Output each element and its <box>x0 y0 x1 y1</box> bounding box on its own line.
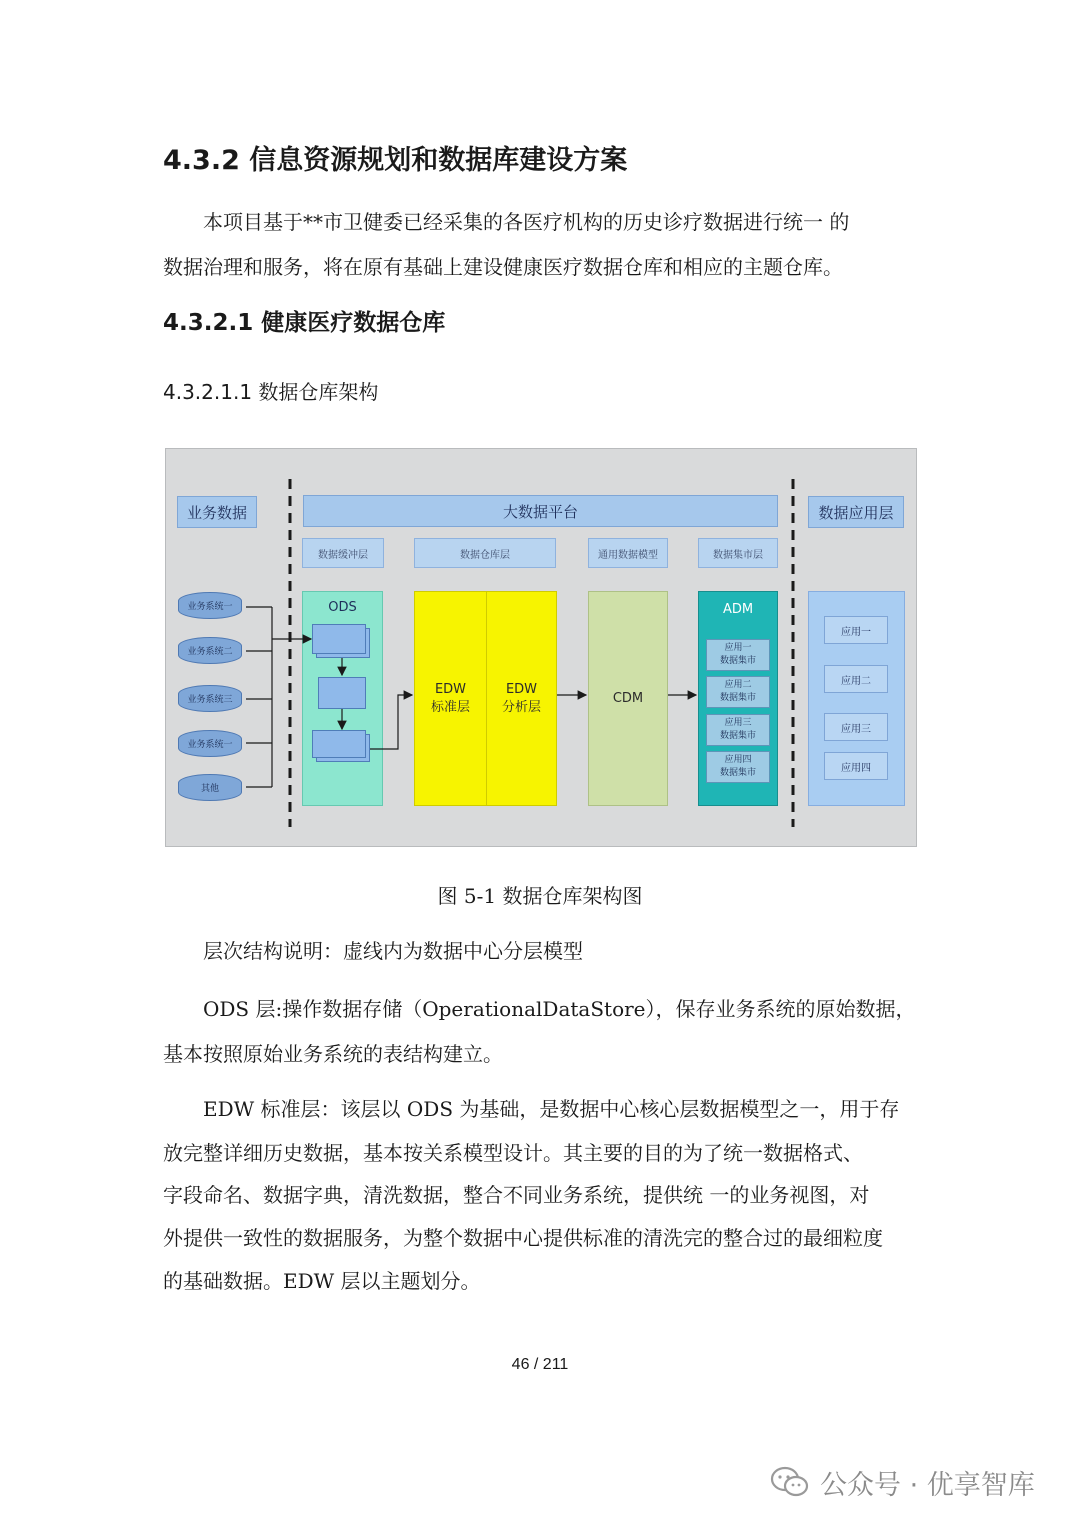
source-system-4: 业务系统一 <box>178 730 242 757</box>
subsection-title: 4.3.2.1 健康医疗数据仓库 <box>163 310 446 336</box>
edw-desc-line-1: EDW 标准层：该层以 ODS 为基础，是数据中心核心层数据模型之一，用于存 <box>203 1097 900 1121</box>
sublayer-common-model: 通用数据模型 <box>588 538 668 568</box>
subsubsection-title: 4.3.2.1.1 数据仓库架构 <box>163 380 379 404</box>
edw-desc-line-3: 字段命名、数据字典，清洗数据，整合不同业务系统，提供统 一的业务视图，对 <box>163 1183 870 1207</box>
source-system-1: 业务系统一 <box>178 592 242 619</box>
sublayer-warehouse: 数据仓库层 <box>414 538 556 568</box>
cdm-column: CDM <box>588 591 668 806</box>
layer-note: 层次结构说明：虚线内为数据中心分层模型 <box>203 939 583 963</box>
data-mart-3: 应用三 数据集市 <box>706 714 770 746</box>
app-2: 应用二 <box>824 665 888 693</box>
architecture-diagram <box>165 448 917 847</box>
section-title: 4.3.2 信息资源规划和数据库建设方案 <box>163 145 628 176</box>
data-mart-2: 应用二 数据集市 <box>706 676 770 708</box>
figure-caption: 图 5-1 数据仓库架构图 <box>437 884 643 908</box>
edw-desc-line-5: 的基础数据。EDW 层以主题划分。 <box>163 1269 481 1293</box>
business-data-header: 业务数据 <box>177 496 257 528</box>
page-number: 46 / 211 <box>511 1356 569 1373</box>
source-system-2: 业务系统二 <box>178 637 242 664</box>
ods-label: ODS <box>328 600 357 615</box>
edw-desc-line-4: 外提供一致性的数据服务，为整个数据中心提供标准的清洗完的整合过的最细粒度 <box>163 1226 883 1250</box>
ods-desc-line-1: ODS 层:操作数据存储（OperationalDataStore），保存业务系统的原始数据， <box>203 997 916 1021</box>
ods-desc-line-2: 基本按照原始业务系统的表结构建立。 <box>163 1042 503 1066</box>
edw-analysis-column: EDW 分析层 <box>486 591 557 806</box>
watermark-text: 公众号 · 优享智库 <box>820 1469 1035 1501</box>
intro-line-2: 数据治理和服务，将在原有基础上建设健康医疗数据仓库和相应的主题仓库。 <box>163 255 843 279</box>
source-other: 其他 <box>178 774 242 801</box>
watermark <box>770 1460 1060 1504</box>
layer-separators <box>290 479 793 827</box>
app-1: 应用一 <box>824 616 888 644</box>
sublayer-buffer: 数据缓冲层 <box>302 538 384 568</box>
app-4: 应用四 <box>824 752 888 780</box>
edw-standard-column: EDW 标准层 <box>414 591 487 806</box>
app-3: 应用三 <box>824 713 888 741</box>
intro-line-1: 本项目基于**市卫健委已经采集的各医疗机构的历史诊疗数据进行统一 的 <box>203 210 850 234</box>
source-system-3: 业务系统三 <box>178 685 242 712</box>
data-app-layer-header: 数据应用层 <box>808 496 904 528</box>
data-mart-4: 应用四 数据集市 <box>706 751 770 783</box>
edw-desc-line-2: 放完整详细历史数据，基本按关系模型设计。其主要的目的为了统一数据格式、 <box>163 1141 863 1165</box>
adm-label: ADM <box>722 602 754 617</box>
diagram-connectors <box>166 449 916 846</box>
wechat-icon <box>770 1465 810 1499</box>
big-data-platform-header: 大数据平台 <box>303 495 778 527</box>
data-mart-1: 应用一 数据集市 <box>706 639 770 671</box>
sublayer-mart: 数据集市层 <box>698 538 778 568</box>
